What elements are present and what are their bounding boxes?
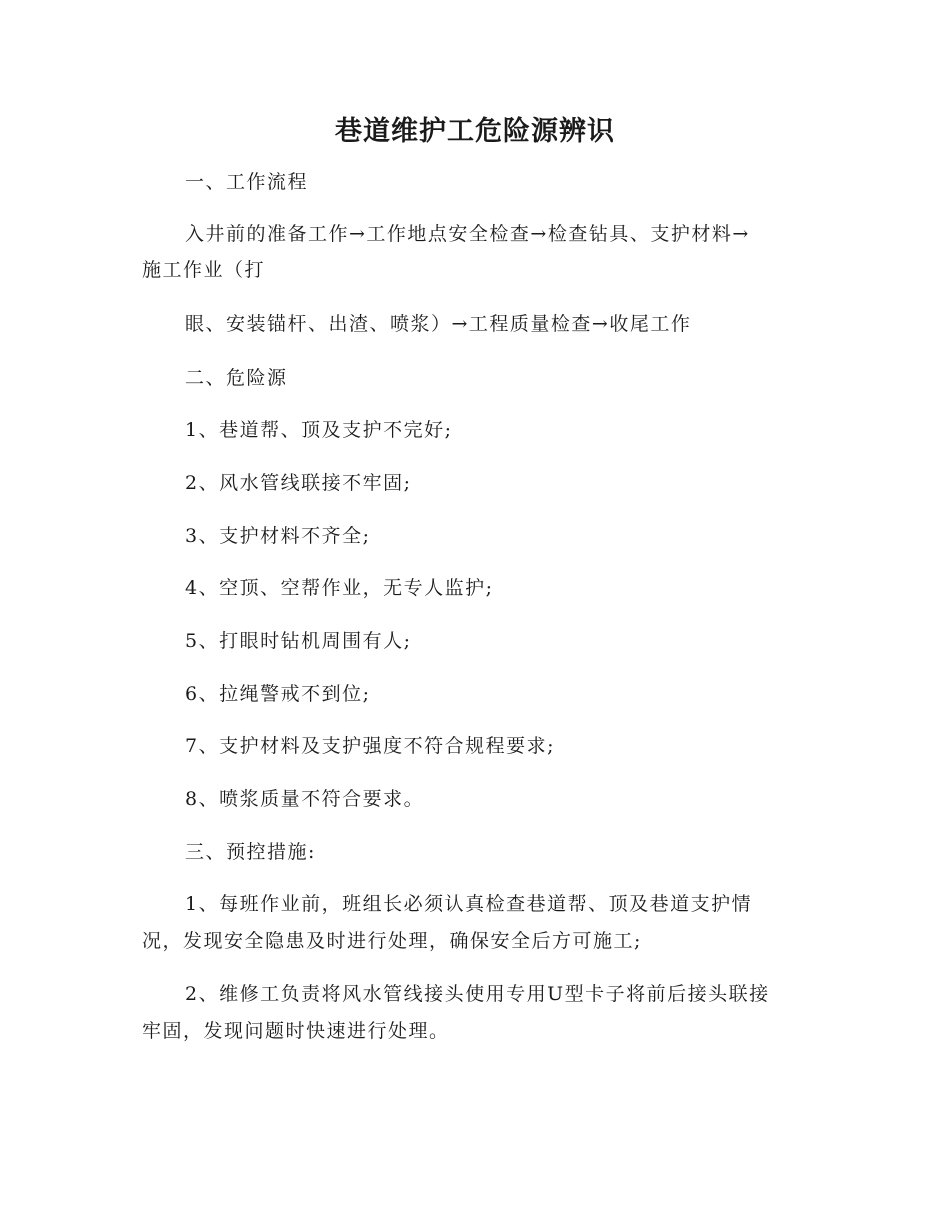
section-heading-workflow: 一、工作流程 [185, 171, 309, 193]
hazard-item-7: 7、支护材料及支护强度不符合规程要求; [185, 735, 555, 757]
workflow-text-line-1: 入井前的准备工作→工作地点安全检查→检查钻具、支护材料→ [185, 223, 750, 245]
control-item-2-line-2: 牢固，发现问题时快速进行处理。 [142, 1020, 450, 1042]
section-heading-controls: 三、预控措施: [185, 841, 316, 863]
hazard-item-3: 3、支护材料不齐全; [185, 525, 371, 547]
hazard-item-5: 5、打眼时钻机周围有人; [185, 630, 412, 652]
hazard-item-1: 1、巷道帮、顶及支护不完好; [185, 419, 453, 441]
hazard-item-8: 8、喷浆质量不符合要求。 [185, 788, 425, 810]
workflow-text-line-3: 眼、安装锚杆、出渣、喷浆）→工程质量检查→收尾工作 [185, 313, 692, 335]
document-title: 巷道维护工危险源辨识 [335, 116, 615, 147]
control-item-1-line-1: 1、每班作业前，班组长必须认真检查巷道帮、顶及巷道支护情 [185, 893, 753, 915]
hazard-item-6: 6、拉绳警戒不到位; [185, 683, 371, 705]
control-item-2-line-1: 2、维修工负责将风水管线接头使用专用U型卡子将前后接头联接 [185, 983, 770, 1005]
hazard-item-4: 4、空顶、空帮作业，无专人监护; [185, 577, 494, 599]
workflow-text-line-2: 施工作业（打 [142, 259, 266, 281]
section-heading-hazards: 二、危险源 [185, 367, 288, 389]
control-item-1-line-2: 况，发现安全隐患及时进行处理，确保安全后方可施工; [142, 930, 642, 952]
hazard-item-2: 2、风水管线联接不牢固; [185, 472, 412, 494]
